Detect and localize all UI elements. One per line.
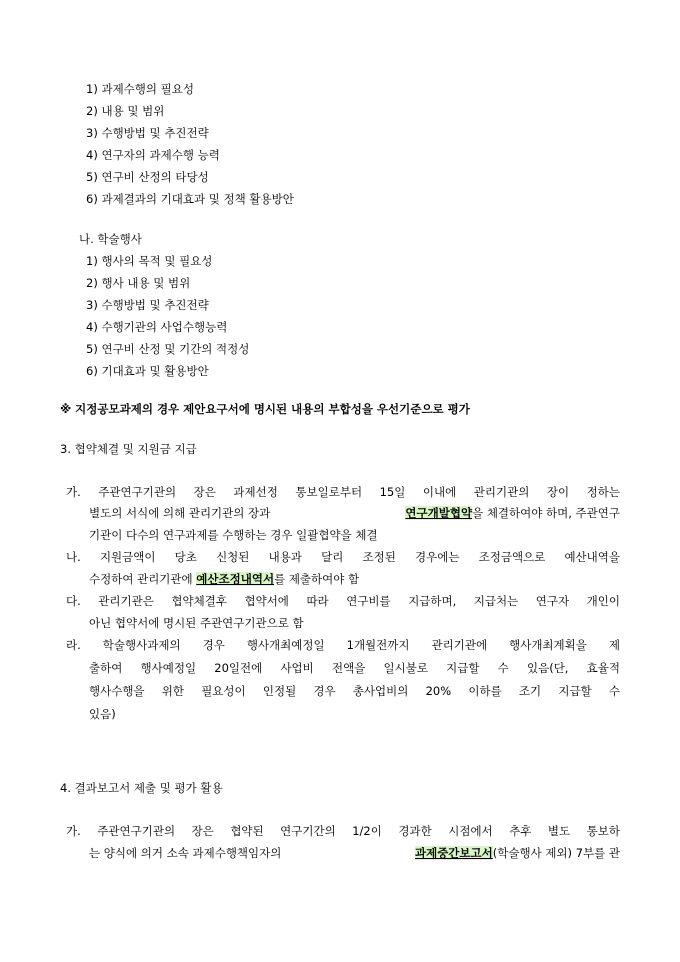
evaluation-note: ※ 지정공모과제의 경우 제안요구서에 명시된 내용의 부합성을 우선기준으로 평가 (60, 402, 470, 416)
text-span: 를 제출하여야 함 (274, 572, 360, 586)
highlighted-term: 연구개발협약 (405, 506, 473, 520)
text-span: 별도의 서식에 의해 관리기관의 장과 (89, 506, 271, 520)
paragraph-line: 기관이 다수의 연구과제를 수행하는 경우 일괄협약을 체결 (89, 528, 378, 542)
section-title: 3. 협약체결 및 지원금 지급 (60, 442, 197, 456)
text-span (405, 505, 620, 521)
highlighted-term: 과제중간보고서 (414, 846, 493, 860)
list-item: 4) 수행기관의 사업수행능력 (86, 320, 228, 334)
paragraph-line (89, 571, 359, 587)
text-span: 수정하여 관리기관에 (89, 572, 197, 586)
list-item: 5) 연구비 산정의 타당성 (86, 170, 209, 184)
list-item: 6) 과제결과의 기대효과 및 정책 활용방안 (86, 192, 294, 206)
list-item: 2) 행사 내용 및 범위 (86, 276, 191, 290)
paragraph-line: 가. 주관연구기관의 장은 과제선정 통보일로부터 15일 이내에 관리기관의 장이 정하는 (66, 485, 620, 499)
paragraph-line: 가. 주관연구기관의 장은 협약된 연구기간의 1/2이 경과한 시점에서 추후 별도 통보하 (66, 824, 620, 838)
list-item: 3) 수행방법 및 추진전략 (86, 298, 209, 312)
list-item: 1) 과제수행의 필요성 (86, 82, 194, 96)
paragraph-line: 나. 지원금액이 당초 신청된 내용과 달리 조정된 경우에는 조정금액으로 예산내역을 (66, 550, 620, 564)
paragraph-line (89, 505, 620, 521)
list-item: 6) 기대효과 및 활용방안 (86, 364, 209, 378)
list-item: 1) 행사의 목적 및 필요성 (86, 254, 213, 268)
paragraph-line: 라. 학술행사과제의 경우 행사개최예정일 1개월전까지 관리기관에 행사개최계획을 제 (66, 638, 620, 652)
paragraph-line: 출하여 행사예정일 20일전에 사업비 전액을 일시불로 지급할 수 있음(단, 효율적 (89, 661, 620, 675)
text-span: (학술행사 제외) 7부를 관 (492, 846, 620, 860)
section-title: 4. 결과보고서 제출 및 평가 활용 (60, 781, 223, 795)
paragraph-line (89, 845, 620, 861)
paragraph-line: 행사수행을 위한 필요성이 인정될 경우 총사업비의 20% 이하를 조기 지급할 수 (89, 684, 620, 698)
list-item: 2) 내용 및 범위 (86, 104, 165, 118)
subsection-title: 나. 학술행사 (79, 232, 142, 246)
text-span: 을 체결하여야 하며, 주관연구 (472, 506, 620, 520)
paragraph-line: 아닌 협약서에 명시된 주관연구기관으로 함 (89, 616, 304, 630)
text-span (415, 845, 620, 861)
list-item: 4) 연구자의 과제수행 능력 (86, 148, 220, 162)
list-item: 5) 연구비 산정 및 기간의 적정성 (86, 342, 250, 356)
highlighted-term: 예산조정내역서 (196, 572, 275, 586)
paragraph-line: 다. 관리기관은 협약체결후 협약서에 따라 연구비를 지급하며, 지급처는 연구자 개인이 (66, 594, 620, 608)
paragraph-line: 있음) (89, 707, 116, 721)
list-item: 3) 수행방법 및 추진전략 (86, 126, 209, 140)
text-span: 는 양식에 의거 소속 과제수행책임자의 (89, 846, 282, 860)
